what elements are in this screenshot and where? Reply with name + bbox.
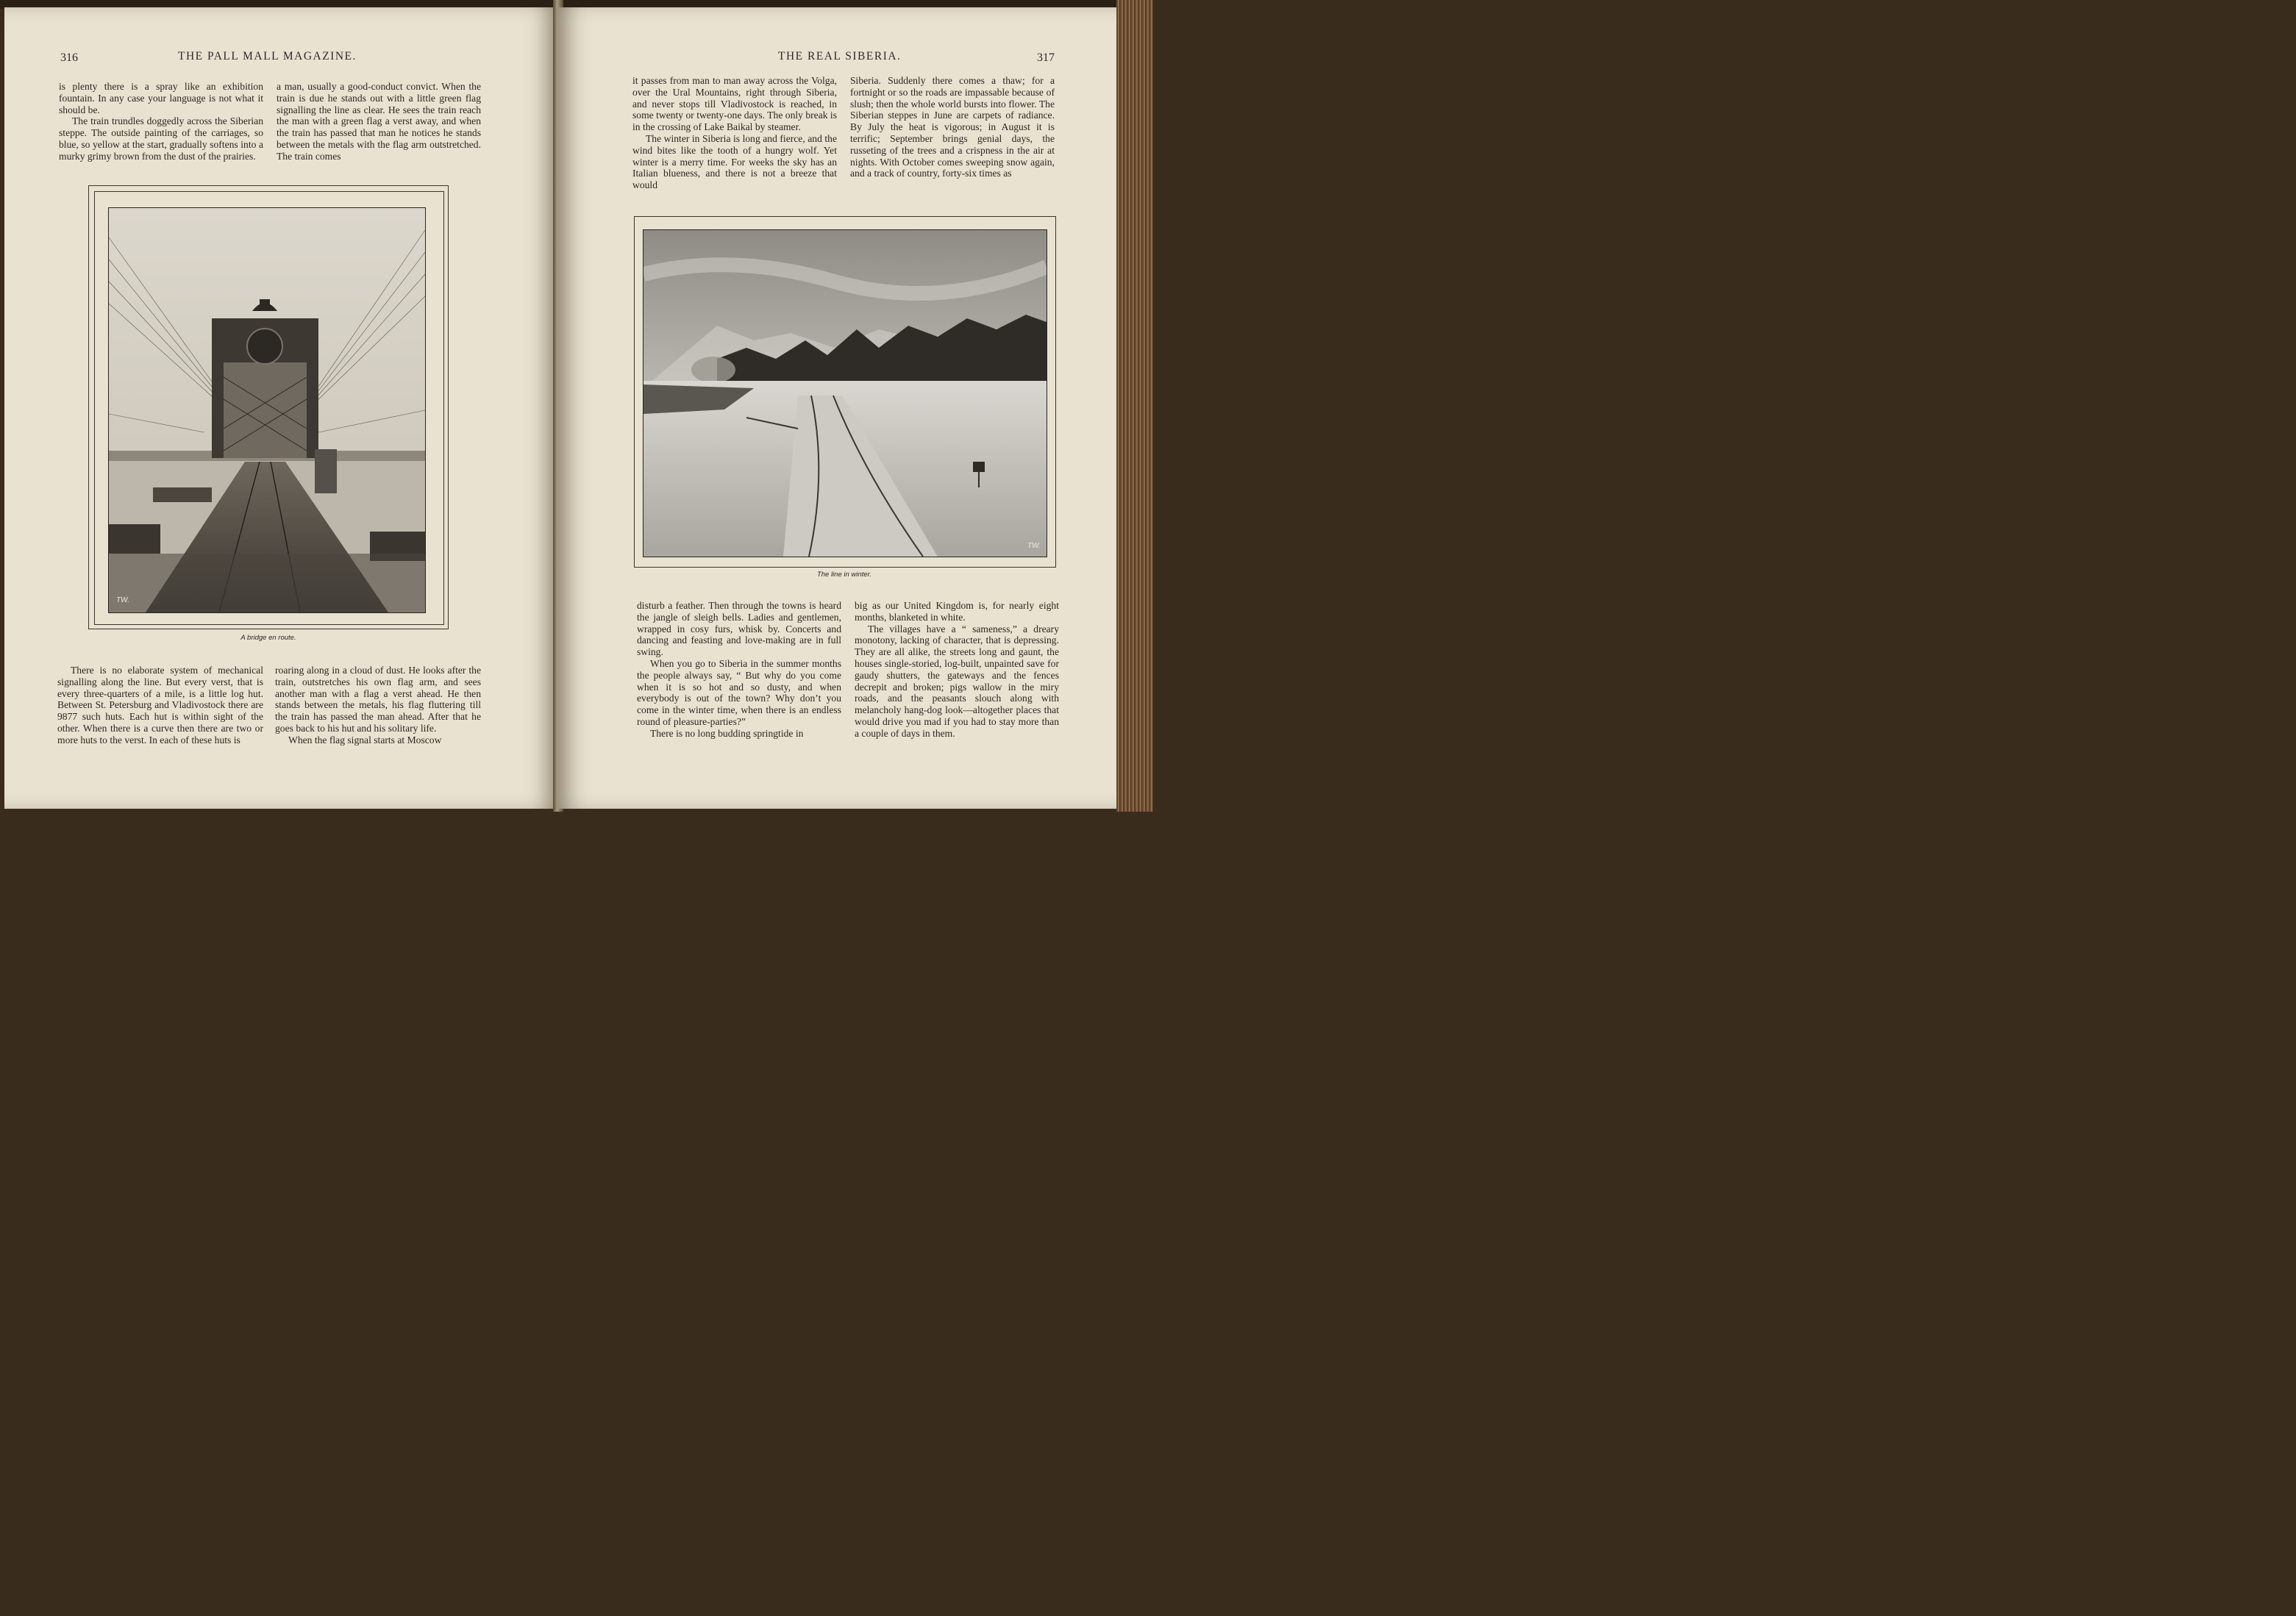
engraver-monogram: TW. <box>116 596 129 604</box>
paragraph: roaring along in a cloud of dust. He looks after the train, outstretches his own flag arm, and sees another man with a flag a verst ahead. He then stands between the metals, his flag fluttering till the train has passed the man ahead. After that he goes back to his hut and his solitary life. <box>275 665 481 734</box>
right-col2-top <box>850 75 1055 179</box>
left-col2-bottom <box>275 665 481 746</box>
right-page <box>557 7 1116 809</box>
running-head: THE PALL MALL MAGAZINE. <box>178 50 357 62</box>
figure-caption: The line in winter. <box>816 571 872 579</box>
paragraph: disturb a feather. Then through the towns is heard the jangle of sleigh bells. Ladies and gentlemen, wrapped in cosy furs, whisk by. Concerts and dancing and feasting and love-making are in full swing. <box>637 600 841 658</box>
page-edges <box>1116 0 1153 812</box>
paragraph: it passes from man to man away across the Volga, over the Ural Mountains, right through Siberia, and never stops till Vladivostock is reached, in some twenty or twenty-one days. The only break is in the crossing of Lake Baikal by steamer. <box>632 75 837 133</box>
left-col1-bottom <box>57 665 263 746</box>
left-col1-top <box>59 81 263 162</box>
left-page <box>4 7 557 809</box>
page-number: 316 <box>60 51 78 64</box>
page-number: 317 <box>1037 51 1055 64</box>
paragraph: is plenty there is a spray like an exhibition fountain. In any case your language is not what it should be. <box>59 81 263 115</box>
paragraph: There is no elaborate system of mechanical signalling along the line. But every verst, that is every three-quarters of a mile, is a little log hut. Between St. Petersburg and Vladivostock there are 9877 such huts. Each hut is within sight of the other. When there is a curve then there are two or more huts to the verst. In each of these huts is <box>57 665 263 746</box>
right-col1-top <box>632 75 837 191</box>
paragraph: The villages have a “ sameness,” a dreary monotony, lacking of character, that is depressing. They are all alike, the streets long and gaunt, the houses single-storied, log-built, unpainted save for gaudy shutters, the gateways and the fences decrepit and broken; pigs wallow in the miry roads, and the peasants slouch along with melancholy hang-dog look—altogether places that would drive you mad if you had to stay more than a couple of days in them. <box>855 623 1059 739</box>
bridge-photo <box>108 207 426 613</box>
figure-caption: A bridge en route. <box>240 634 296 642</box>
paragraph: The train trundles doggedly across the Siberian steppe. The outside painting of the carriages, so blue, so yellow at the start, gradually softens into a murky grimy brown from the dust of the prairies. <box>59 115 263 162</box>
paragraph: When you go to Siberia in the summer months the people always say, “ But why do you come when it is so hot and so dusty, and when everybody is out of the town? Why don’t you come in the winter time, when there is an endless round of pleasure-parties?” <box>637 657 841 727</box>
paragraph: When the flag signal starts at Moscow <box>288 734 442 746</box>
running-head: THE REAL SIBERIA. <box>778 50 902 62</box>
right-col2-bottom <box>855 600 1059 740</box>
engraver-monogram: TW. <box>1027 542 1041 550</box>
paragraph: Siberia. Suddenly there comes a thaw; for a fortnight or so the roads are impassable because of slush; then the whole world bursts into flower. The Siberian steppes in June are carpets of radiance. By July the heat is vigorous; in August it is terrific; September brings genial days, the russeting of the trees and a crispness in the air at nights. With October comes sweeping snow again, and a track of country, forty-six times as <box>850 75 1055 179</box>
winter-line-photo <box>643 229 1047 557</box>
left-col2-top <box>277 81 481 162</box>
bridge-illustration <box>109 208 425 612</box>
paragraph: There is no long budding springtide in <box>650 727 804 739</box>
right-col1-bottom <box>637 600 841 740</box>
book-spread <box>0 0 1153 812</box>
paragraph: The winter in Siberia is long and fierce, and the wind bites like the tooth of a hungry wolf. Yet winter is a merry time. For weeks the sky has an Italian blueness, and there is not a breeze that would <box>632 132 837 191</box>
paragraph: big as our United Kingdom is, for nearly eight months, blanketed in white. <box>855 600 1059 623</box>
winter-railway-illustration <box>643 230 1047 557</box>
paragraph: a man, usually a good-conduct convict. When the train is due he stands out with a little green flag signalling the line as clear. He sees the train reach the man with a green flag a verst away, and when the train has passed that man he notices he stands between the metals with the flag arm outstretched. The train comes <box>277 81 481 162</box>
